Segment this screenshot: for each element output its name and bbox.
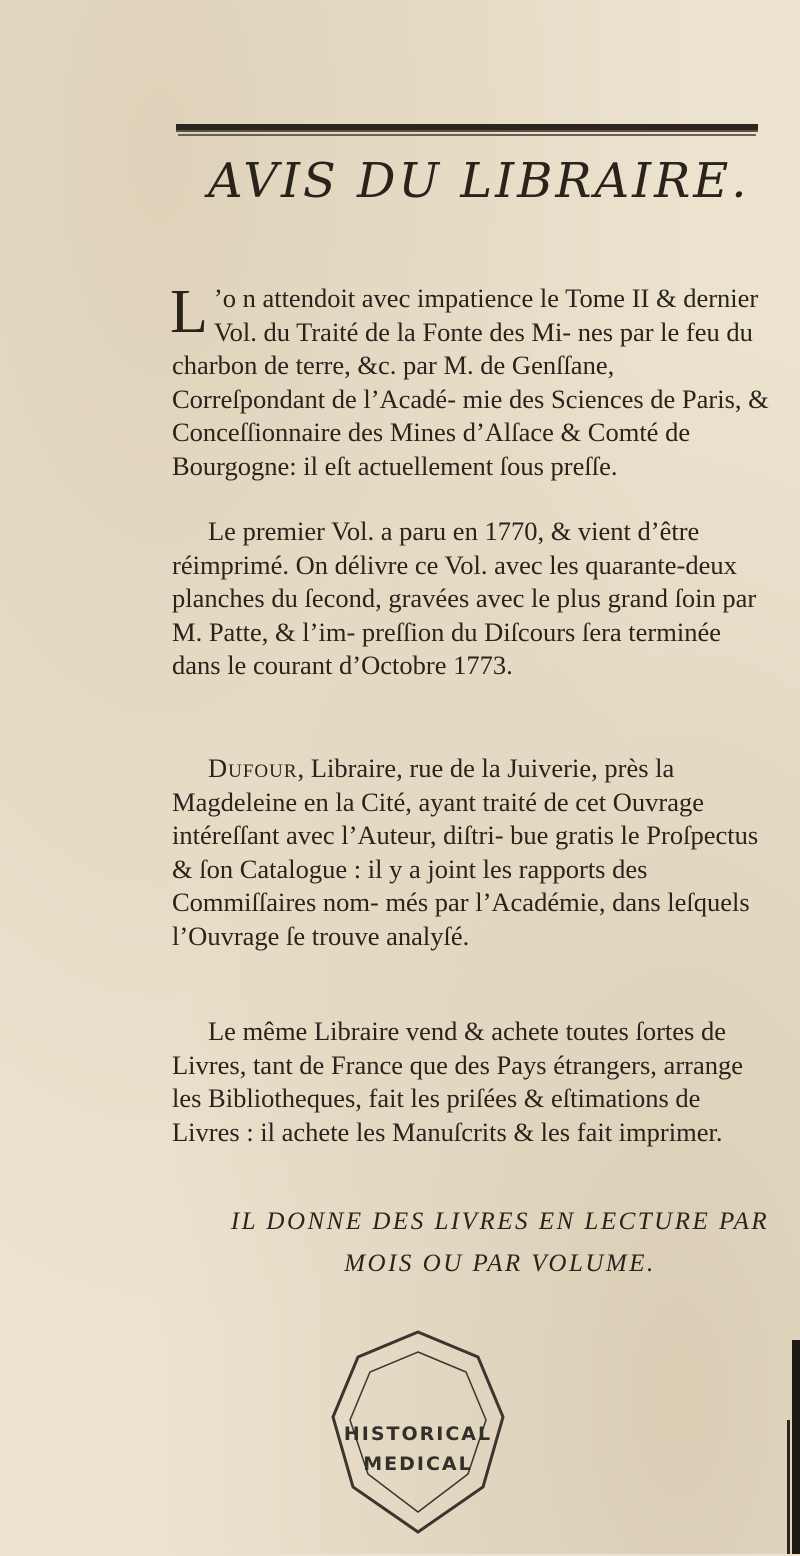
paragraph-3 xyxy=(172,752,772,953)
closing-line-2: MOIS OU PAR VOLUME. xyxy=(344,1250,656,1277)
bookseller-name: Dufour xyxy=(208,753,298,783)
library-stamp xyxy=(318,1322,518,1552)
ornamental-rule-thin xyxy=(178,134,756,136)
stamp-emblem-icon xyxy=(318,1322,518,1552)
page-title: AVIS DU LIBRAIRE. xyxy=(208,153,750,209)
closing-notice xyxy=(220,1201,780,1285)
paragraph-4 xyxy=(172,1015,772,1149)
ornamental-rule xyxy=(176,124,758,132)
drop-cap: L xyxy=(170,278,208,346)
paragraph-2 xyxy=(172,515,772,683)
stamp-line-1: HISTORICAL xyxy=(343,1423,493,1445)
paragraph-4-text: Le même Libraire vend & achete toutes ſortes de Livres, tant de France que des Pays étrangers, arrange les Bibliotheques, fait les priſées & eſtimations de Livres : il achete les Manuſcrits & les fait imprimer. xyxy=(172,1016,743,1147)
paragraph-1 xyxy=(170,278,772,483)
stamp-line-2: MEDICAL xyxy=(363,1453,473,1475)
paragraph-3-text: , Libraire, rue de la Juiverie, près la Magdeleine en la Cité, ayant traité de cet Ouvrage intéreſſant avec l’Auteur, diſtri- bue gratis le Proſpectus & ſon Catalogue : il y a joint les rapports des Commiſſaires nom- més par l’Académie, dans leſquels l’Ouvrage ſe trouve analyſé. xyxy=(172,753,759,951)
paragraph-2-text: Le premier Vol. a paru en 1770, & vient d’être réimprimé. On délivre ce Vol. avec les quarante-deux planches du ſecond, gravées avec le plus grand ſoin par M. Patte, & l’im- preſſion du Diſcours ſera terminée dans le courant d’Octobre 1773. xyxy=(172,516,757,680)
paragraph-1-text: ’o n attendoit avec impatience le Tome II & dernier Vol. du Traité de la Fonte des Mi- nes par le feu du charbon de terre, &c. par M. de Genſſane, Correſpondant de l’Acadé- mie des Sciences de Paris, & Conceſſionnaire des Mines d’Alſace & Comté de Bourgogne: il eſt actuellement ſous preſſe. xyxy=(172,283,769,481)
page-edge-shadow xyxy=(792,1340,800,1554)
page-edge-shadow-thin xyxy=(787,1420,790,1554)
closing-line-1: IL DONNE DES LIVRES EN LECTURE PAR xyxy=(230,1208,770,1235)
